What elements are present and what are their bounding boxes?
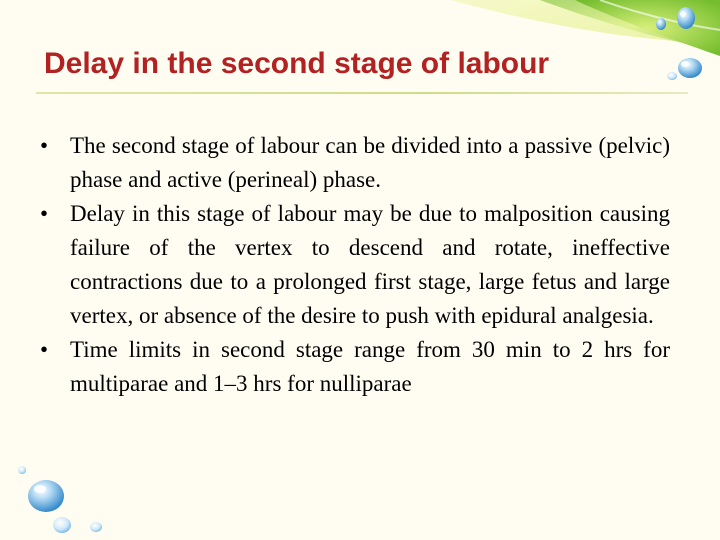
water-bubble-icon: [18, 466, 102, 533]
title-divider: [36, 92, 688, 94]
bullet-item: • Time limits in second stage range from 30 min to 2 hrs for multiparae and 1–3 hrs for nulliparae: [38, 333, 670, 401]
bullet-item: • The second stage of labour can be divided into a passive (pelvic) phase and active (perineal) phase.: [38, 129, 670, 197]
bullet-list: [38, 129, 670, 401]
slide-title: Delay in the second stage of labour: [44, 47, 550, 80]
bullet-item: • Delay in this stage of labour may be due to malposition causing failure of the vertex to descend and rotate, ineffective contractions due to a prolonged first stage, large fetus and large vertex, or absence of the desire to push with epidural analgesia.: [38, 197, 670, 333]
